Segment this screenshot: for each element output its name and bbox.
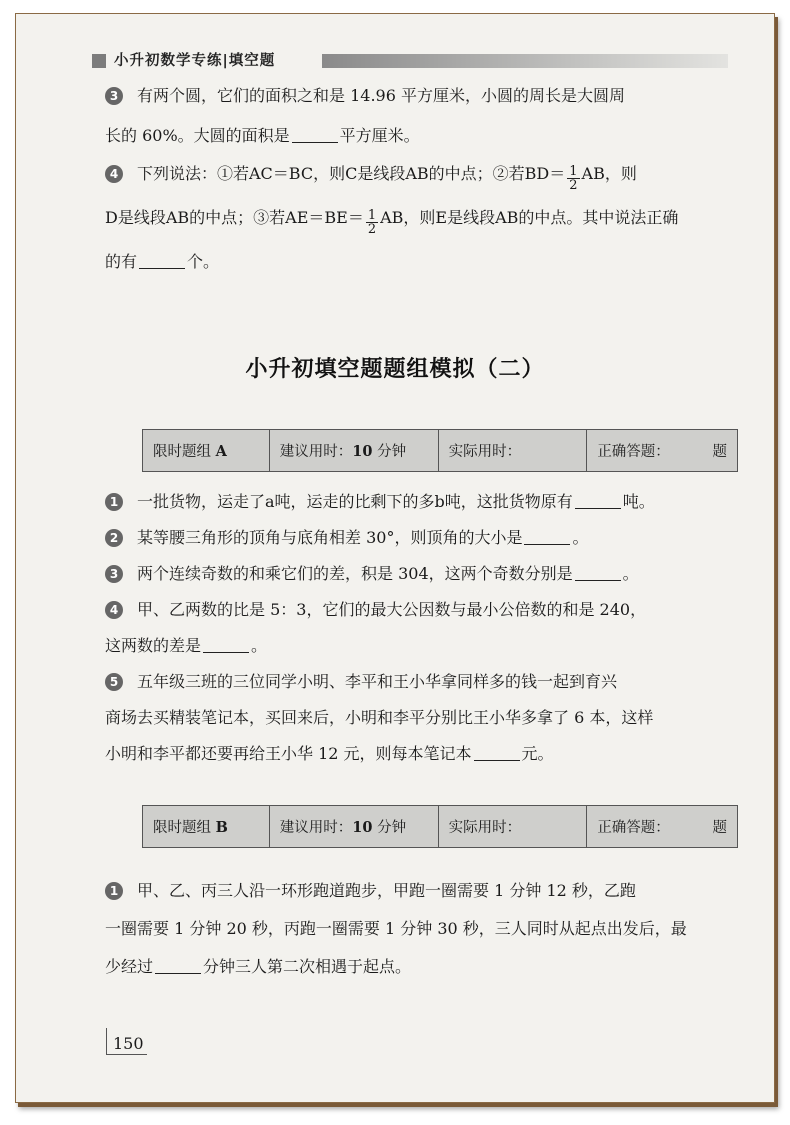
answer-blank[interactable] bbox=[524, 530, 570, 545]
question-number-icon: 3 bbox=[105, 87, 123, 105]
q4-part-a: 下列说法：①若AC＝BC，则C是线段AB的中点；②若BD＝ bbox=[137, 164, 566, 183]
group-b-correct[interactable]: 正确答题： 题 bbox=[587, 806, 738, 848]
a-q5: 五年级三班的三位同学小明、李平和王小华拿同样多的钱一起到育兴 bbox=[137, 672, 618, 691]
group-a-table bbox=[142, 429, 738, 472]
question-4-top bbox=[105, 152, 745, 284]
q4-part-f: 个。 bbox=[187, 252, 220, 271]
answer-blank[interactable] bbox=[575, 566, 621, 581]
header-square-icon bbox=[92, 54, 106, 68]
q4-part-e: 的有 bbox=[105, 252, 138, 271]
a-q3: 两个连续奇数的和乘它们的差，积是 304，这两个奇数分别是 bbox=[137, 564, 573, 583]
a-q1: 一批货物，运走了a吨，运走的比剩下的多b吨，这批货物原有 bbox=[137, 492, 573, 511]
question-number-icon: 2 bbox=[105, 529, 123, 547]
header-text: 小升初数学专练|填空题 bbox=[114, 53, 276, 69]
group-b-questions: 1 甲、乙、丙三人沿一环形跑道跑步，甲跑一圈需要 1 分钟 12 秒，乙跑 一圈需要 1 分钟 20 秒，丙跑一圈需要 1 分钟 30 秒，三人同时从起点出发后，最 少经过 分钟三人第二次相遇于起点。 bbox=[105, 881, 687, 976]
q3-line2a: 长的 60%。大圆的面积是 bbox=[105, 126, 290, 145]
question-number-icon: 5 bbox=[105, 673, 123, 691]
question-3-top bbox=[105, 76, 745, 156]
q4-part-c: D是线段AB的中点；③若AE＝BE＝ bbox=[105, 208, 364, 227]
answer-blank[interactable] bbox=[139, 254, 185, 269]
b-q1: 甲、乙、丙三人沿一环形跑道跑步，甲跑一圈需要 1 分钟 12 秒，乙跑 bbox=[137, 881, 636, 900]
group-a-label: 限时题组 A bbox=[143, 430, 270, 472]
group-a-correct[interactable]: 正确答题： 题 bbox=[587, 430, 738, 472]
question-number-icon: 1 bbox=[105, 493, 123, 511]
group-b-actual-time[interactable]: 实际用时： bbox=[438, 806, 587, 848]
running-header bbox=[92, 50, 732, 72]
answer-blank[interactable] bbox=[292, 128, 338, 143]
question-number-icon: 4 bbox=[105, 601, 123, 619]
group-a-actual-time[interactable]: 实际用时： bbox=[438, 430, 587, 472]
header-gradient-bar bbox=[322, 54, 728, 68]
fraction-half: $\frac{1}{2}$ bbox=[367, 208, 377, 237]
answer-blank[interactable] bbox=[575, 494, 621, 509]
question-number-icon: 4 bbox=[105, 165, 123, 183]
q3-line2b: 平方厘米。 bbox=[339, 126, 420, 145]
q3-line1: 有两个圆，它们的面积之和是 14.96 平方厘米，小圆的周长是大圆周 bbox=[137, 86, 625, 105]
a-q4: 甲、乙两数的比是 5：3，它们的最大公因数与最小公倍数的和是 240， bbox=[137, 600, 647, 619]
question-number-icon: 1 bbox=[105, 882, 123, 900]
a-q2: 某等腰三角形的顶角与底角相差 30°，则顶角的大小是 bbox=[137, 528, 523, 547]
group-a-questions: 1 一批货物，运走了a吨，运走的比剩下的多b吨，这批货物原有 吨。 2 某等腰三角形的顶角与底角相差 30°，则顶角的大小是 。 3 两个连续奇数的和乘它们的差，积是 304，这两个奇数分别是 。 4 甲、乙两数的比是 5：3，它们的最大公因数与最小公倍数的和是 240， 这两数的差是 。 5 五年级三班的三位同学小明、李平和王小华拿同样多的钱一起到育兴 商场去买精装笔记本，买回来后，小明和李平分别比王小华多拿了 6 本，这样 小明和李平都还要再给王小华 12 元，则每本笔记本 元。 bbox=[105, 492, 655, 763]
q4-part-d: AB，则E是线段AB的中点。其中说法正确 bbox=[380, 208, 679, 227]
group-b-table bbox=[142, 805, 738, 848]
answer-blank[interactable] bbox=[203, 638, 249, 653]
group-b-suggested-time: 建议用时：10 分钟 bbox=[269, 806, 438, 848]
section-title: 小升初填空题题组模拟（二） bbox=[245, 357, 545, 382]
group-b-label: 限时题组 B bbox=[143, 806, 270, 848]
page-number: 150 bbox=[113, 1034, 144, 1053]
question-number-icon: 3 bbox=[105, 565, 123, 583]
group-a-suggested-time: 建议用时：10 分钟 bbox=[269, 430, 438, 472]
q4-part-b: AB，则 bbox=[581, 164, 637, 183]
answer-blank[interactable] bbox=[155, 959, 201, 974]
answer-blank[interactable] bbox=[474, 746, 520, 761]
fraction-half: $\frac{1}{2}$ bbox=[569, 164, 578, 193]
